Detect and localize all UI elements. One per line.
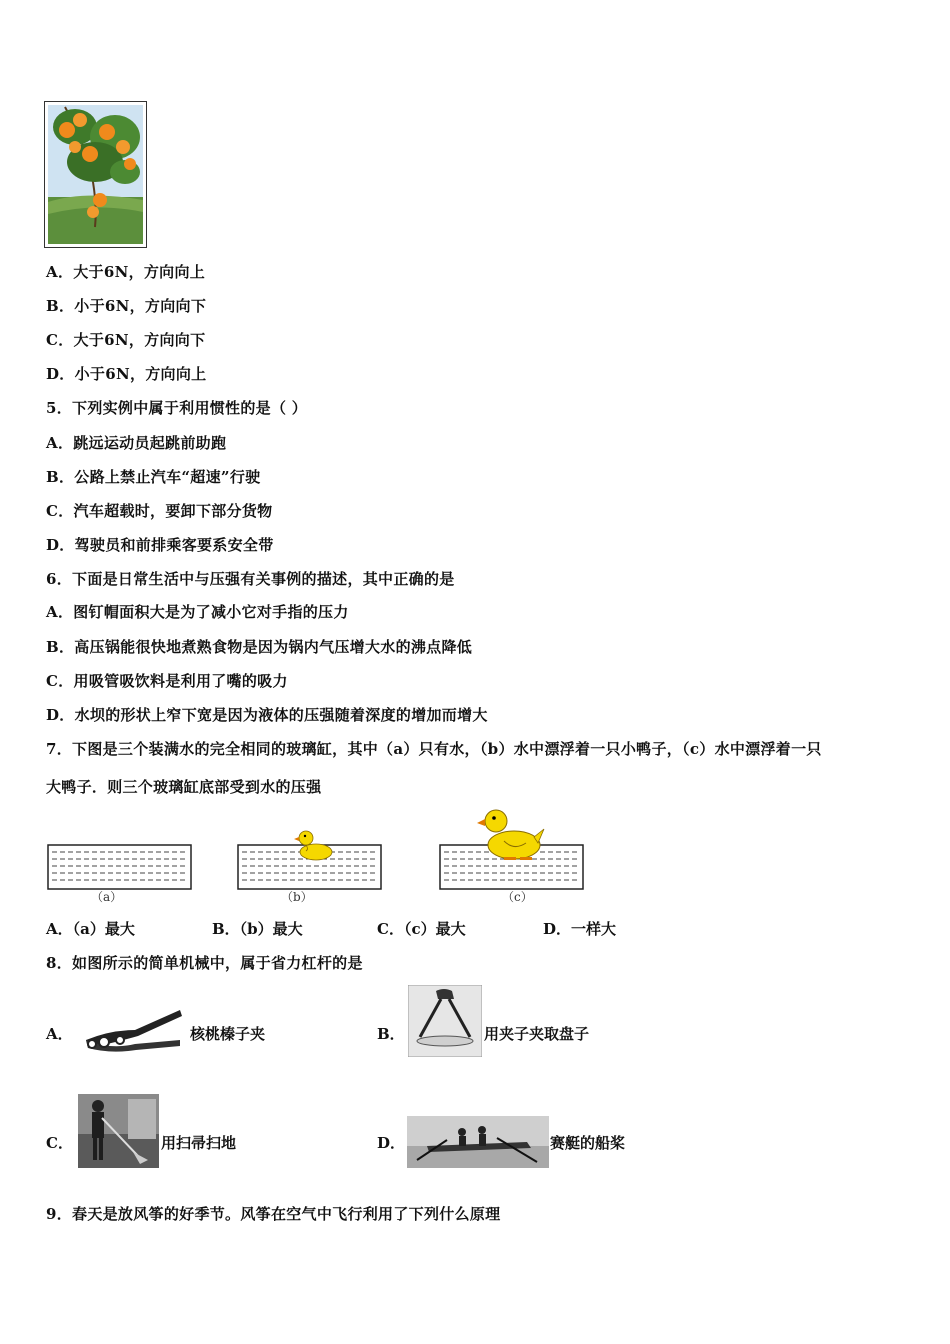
q4-option-c: C．大于6N，方向向下: [46, 331, 206, 349]
plate-tongs-image: [408, 985, 482, 1057]
q4-option-d: D．小于6N，方向向上: [46, 365, 207, 383]
tank-a-label: （a）: [91, 890, 123, 904]
q6-option-a: A．图钉帽面积大是为了减小它对手指的压力: [46, 603, 349, 621]
q5-option-a: A．跳远运动员起跳前助跑: [46, 434, 227, 452]
tank-a: [48, 845, 191, 889]
q8-option-d-text: 赛艇的船桨: [550, 1134, 626, 1152]
tank-c-label: （c）: [502, 890, 533, 904]
q8-stem: 8．如图所示的简单机械中，属于省力杠杆的是: [46, 954, 363, 972]
q8-option-c-letter: C．: [46, 1134, 73, 1152]
q8-option-a-letter: A．: [46, 1025, 73, 1043]
q8-option-b-letter: B．: [377, 1025, 405, 1043]
q7-option-d: D．一样大: [543, 920, 617, 938]
orange-tree-photo: [44, 101, 147, 248]
q8-option-b-text: 用夹子夹取盘子: [484, 1025, 590, 1043]
q6-option-d: D．水坝的形状上窄下宽是因为液体的压强随着深度的增加而增大: [46, 706, 488, 724]
broom-sweeping-image: [78, 1094, 159, 1168]
tank-b-label: （b）: [281, 890, 313, 904]
q7-stem-line1: 7．下图是三个装满水的完全相同的玻璃缸，其中（a）只有水，（b）水中漂浮着一只小鸭子，（c）水中漂浮着一只: [46, 740, 822, 758]
nutcracker-image: [80, 1000, 186, 1056]
q6-stem: 6．下面是日常生活中与压强有关事例的描述，其中正确的是: [46, 570, 455, 588]
q4-option-b: B．小于6N，方向向下: [46, 297, 207, 315]
q9-stem: 9．春天是放风筝的好季节。风筝在空气中飞行利用了下列什么原理: [46, 1205, 501, 1223]
q5-option-c: C．汽车超载时，要卸下部分货物: [46, 502, 273, 520]
q7-option-a: A．（a）最大: [46, 920, 135, 938]
q7-stem-line2: 大鸭子．则三个玻璃缸底部受到水的压强: [46, 778, 322, 796]
q7-option-b: B．（b）最大: [212, 920, 303, 938]
rowing-oar-image: [407, 1116, 549, 1168]
q8-option-d-letter: D．: [377, 1134, 406, 1152]
q6-option-c: C．用吸管吸饮料是利用了嘴的吸力: [46, 672, 288, 690]
tank-b: [238, 831, 381, 889]
q7-option-c: C．（c）最大: [377, 920, 466, 938]
q5-option-d: D．驾驶员和前排乘客要系安全带: [46, 536, 274, 554]
q5-option-b: B．公路上禁止汽车“超速”行驶: [46, 468, 261, 486]
tank-c: [440, 810, 583, 889]
q6-option-b: B．高压锅能很快地煮熟食物是因为锅内气压增大水的沸点降低: [46, 638, 473, 656]
q5-stem: 5．下列实例中属于利用惯性的是（ ）: [46, 399, 308, 417]
q8-option-a-text: 核桃榛子夹: [190, 1025, 266, 1043]
q8-option-c-text: 用扫帚扫地: [161, 1134, 237, 1152]
q4-option-a: A．大于6N，方向向上: [46, 263, 206, 281]
